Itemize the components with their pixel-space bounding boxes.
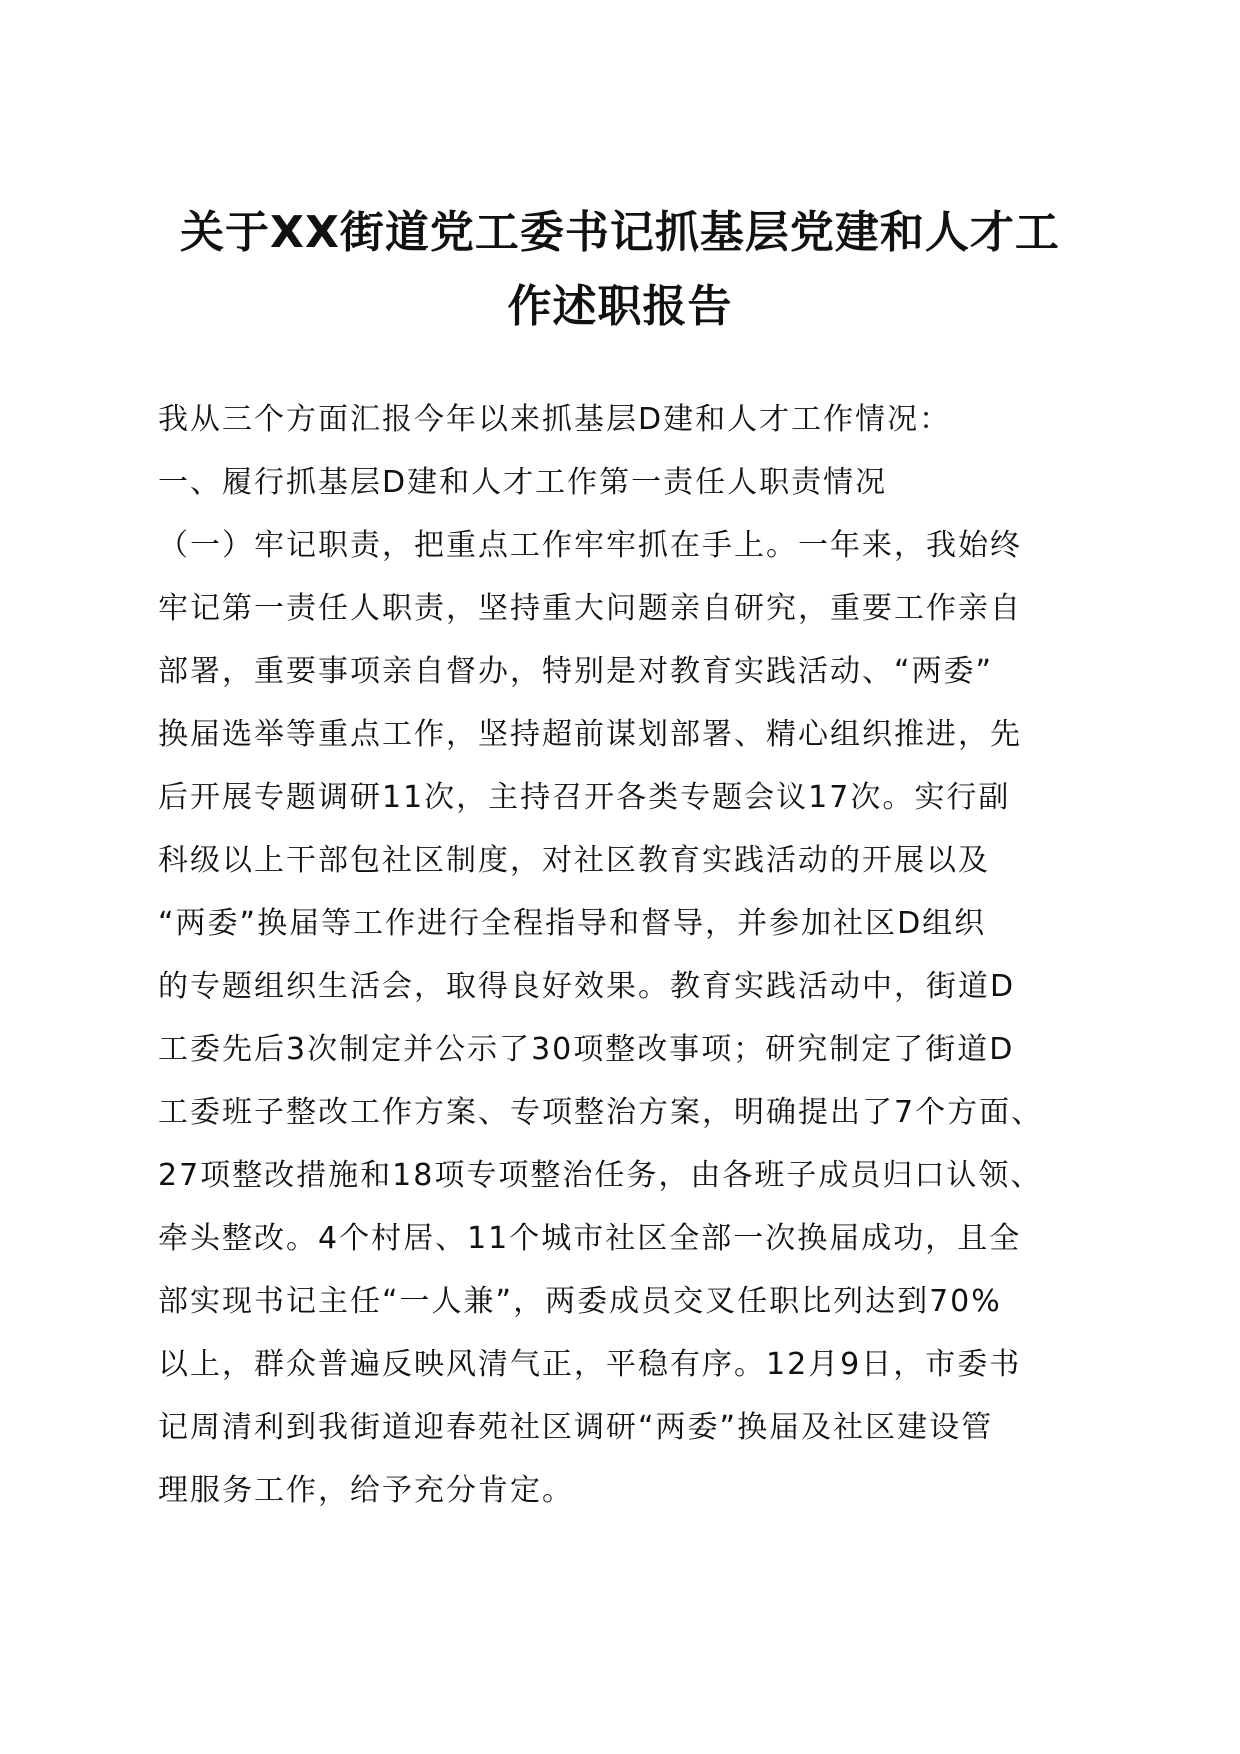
paragraph-line: 的专题组织生活会，取得良好效果。教育实践活动中，街道D bbox=[158, 969, 1016, 1004]
paragraph-line: 后开展专题调研11次，主持召开各类专题会议17次。实行副 bbox=[158, 780, 1011, 815]
paragraph-line: 牵头整改。4个村居、11个城市社区全部一次换届成功，且全 bbox=[158, 1221, 1022, 1256]
paragraph-line: 记周清利到我街道迎春苑社区调研“两委”换届及社区建设管 bbox=[158, 1410, 994, 1445]
paragraph-line: 部实现书记主任“一人兼”，两委成员交叉任职比列达到70% bbox=[158, 1284, 1002, 1319]
paragraph-line: （一）牢记职责，把重点工作牢牢抓在手上。一年来，我始终 bbox=[158, 528, 1022, 563]
paragraph-line: 换届选举等重点工作，坚持超前谋划部署、精心组织推进，先 bbox=[158, 717, 1022, 752]
title-line-1: 关于XX街道党工委书记抓基层党建和人才工 bbox=[180, 207, 1060, 258]
paragraph-line: 牢记第一责任人职责，坚持重大问题亲自研究，重要工作亲自 bbox=[158, 591, 1022, 626]
paragraph-line: 工委先后3次制定并公示了30项整改事项；研究制定了街道D bbox=[158, 1032, 1015, 1067]
paragraph-line: 部署，重要事项亲自督办，特别是对教育实践活动、“两委” bbox=[158, 654, 994, 689]
title-line-2: 作述职报告 bbox=[507, 281, 733, 332]
paragraph-line: 理服务工作，给予充分肯定。 bbox=[158, 1473, 574, 1508]
paragraph-line: 以上，群众普遍反映风清气正，平稳有序。12月9日，市委书 bbox=[158, 1347, 1022, 1382]
intro-line: 我从三个方面汇报今年以来抓基层D建和人才工作情况： bbox=[158, 402, 952, 437]
paragraph-line: 工委班子整改工作方案、专项整治方案，明确提出了7个方面、 bbox=[158, 1095, 1044, 1130]
document-title bbox=[140, 196, 1100, 344]
paragraph-line: 科级以上干部包社区制度，对社区教育实践活动的开展以及 bbox=[158, 843, 990, 878]
paragraph-line: 27项整改措施和18项专项整治任务，由各班子成员归口认领、 bbox=[158, 1158, 1043, 1193]
document-body bbox=[158, 388, 1098, 1522]
paragraph-line: “两委”换届等工作进行全程指导和督导，并参加社区D组织 bbox=[158, 906, 987, 941]
section-heading-1: 一、履行抓基层D建和人才工作第一责任人职责情况 bbox=[158, 465, 888, 500]
